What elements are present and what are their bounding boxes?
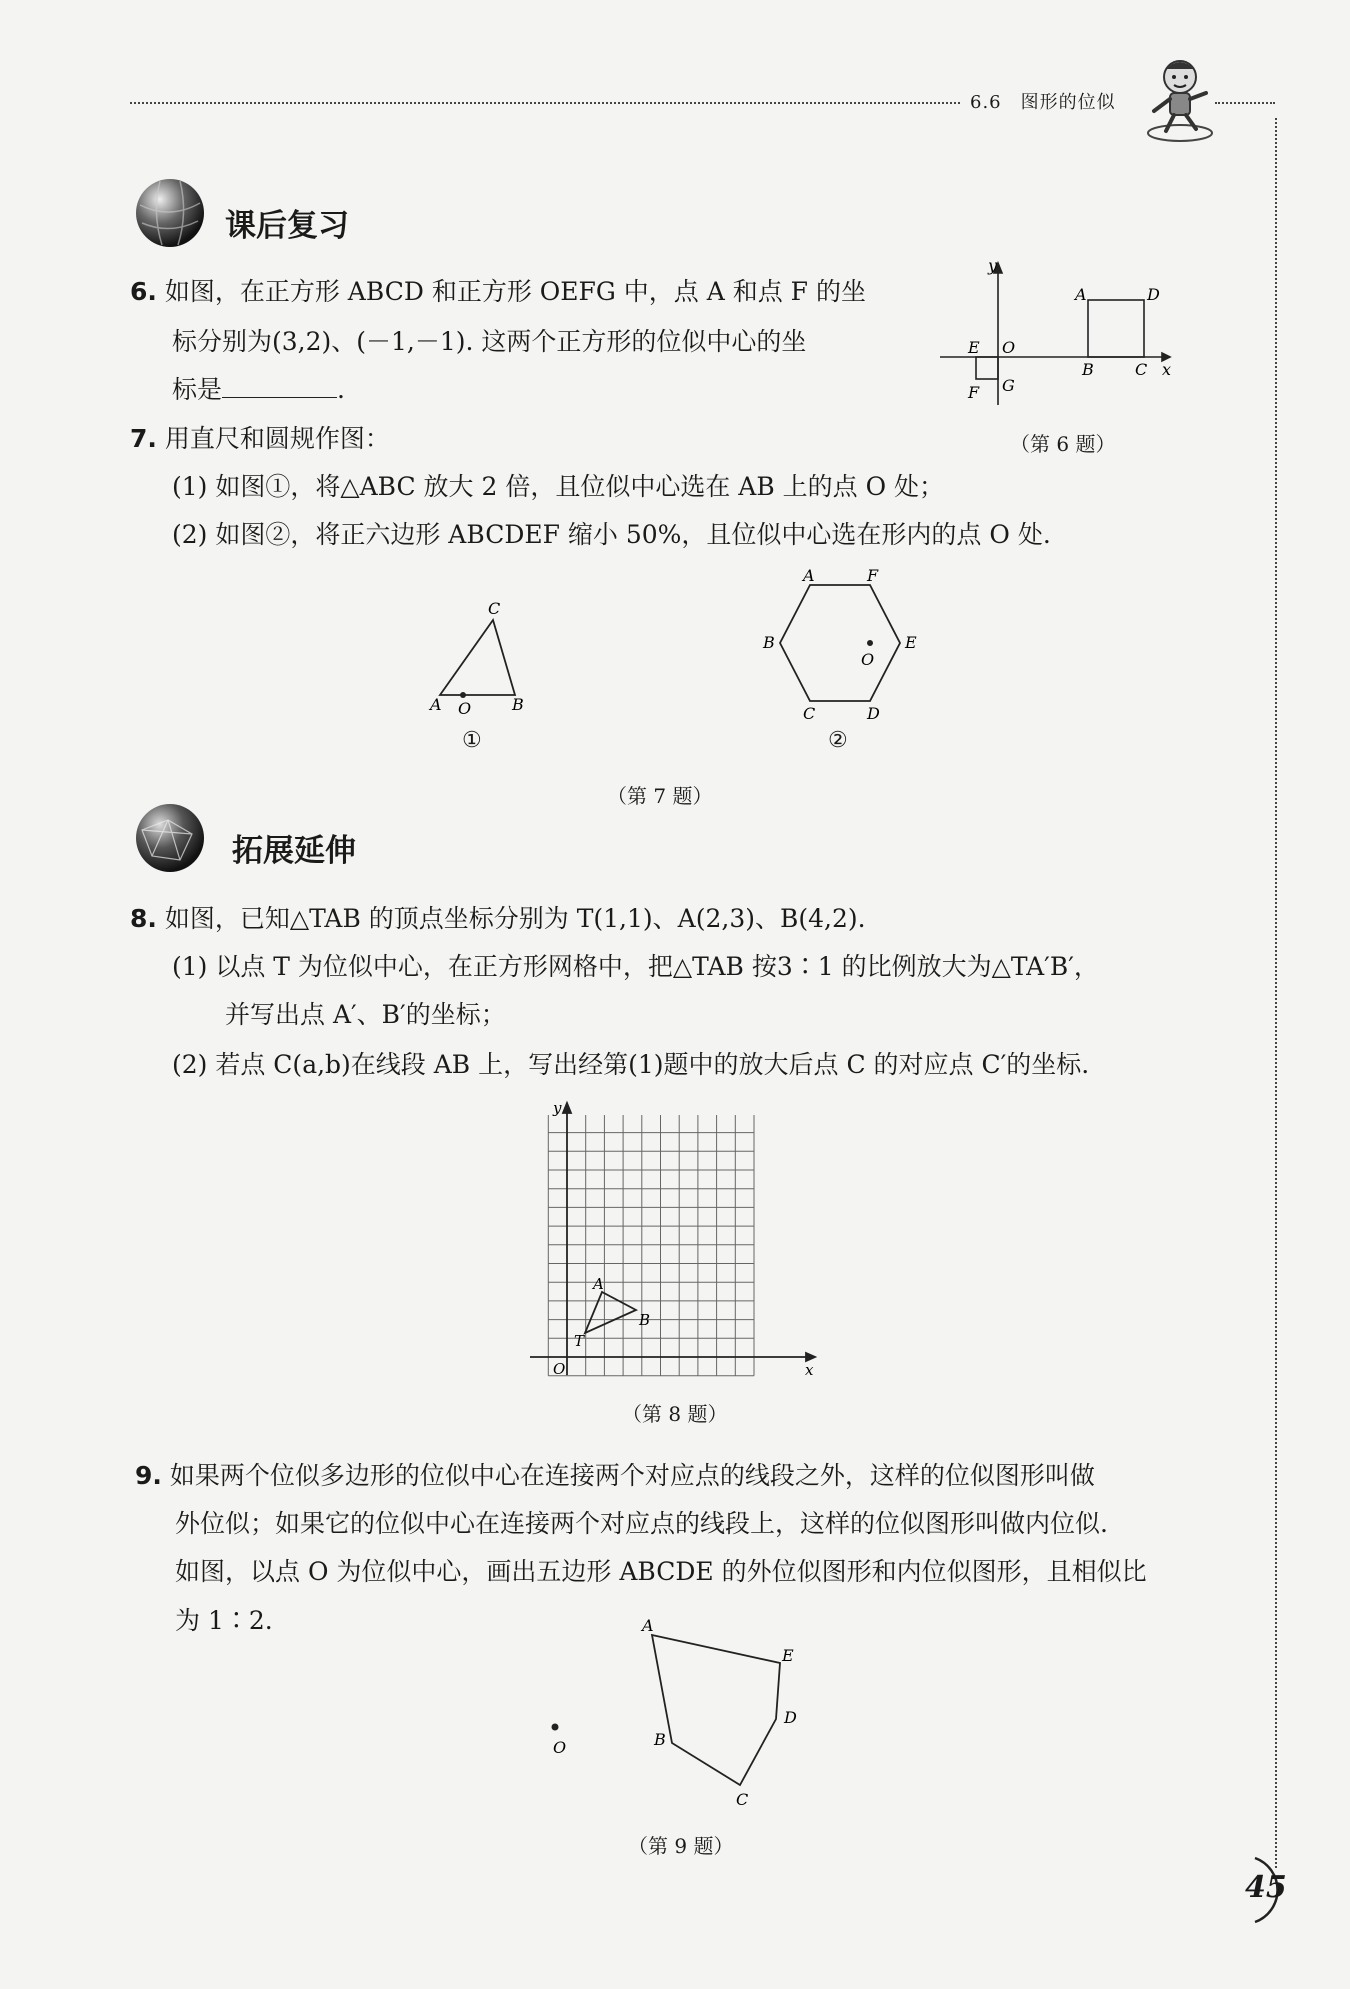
svg-text:T: T xyxy=(574,1332,585,1350)
q7-line3: (2) 如图②，将正六边形 ABCDEF 缩小 50%，且位似中心选在形内的点 O 处. xyxy=(172,520,1051,549)
svg-text:A: A xyxy=(803,566,815,585)
q7-line1: 7. 用直尺和圆规作图： xyxy=(130,424,390,453)
q8-line4: (2) 若点 C(a,b)在线段 AB 上，写出经第(1)题中的放大后点 C 的对应点 C′的坐标. xyxy=(172,1050,1090,1079)
q8-caption: （第 8 题） xyxy=(622,1402,728,1426)
svg-text:F: F xyxy=(968,383,980,402)
q6-line3: 标是 . xyxy=(172,375,345,404)
svg-text:A: A xyxy=(430,695,442,714)
svg-text:B: B xyxy=(1082,360,1094,379)
svg-text:B: B xyxy=(654,1730,666,1749)
svg-text:y: y xyxy=(988,256,998,275)
q9-line2: 外位似；如果它的位似中心在连接两个对应点的线段上，这样的位似图形叫做内位似. xyxy=(175,1509,1108,1538)
header-rule xyxy=(130,102,960,104)
q9-caption: （第 9 题） xyxy=(628,1834,734,1858)
svg-text:O: O xyxy=(861,650,875,669)
svg-text:B: B xyxy=(512,695,524,714)
svg-text:O: O xyxy=(553,1738,567,1757)
q9-line4: 为 1∶2. xyxy=(175,1606,273,1635)
svg-text:G: G xyxy=(1002,376,1015,395)
svg-text:y: y xyxy=(553,1099,562,1117)
q8-grid-figure xyxy=(525,1095,825,1385)
q6-line2: 标分别为(3,2)、(－1,－1). 这两个正方形的位似中心的坐 xyxy=(172,327,807,356)
q6-caption: （第 6 题） xyxy=(1010,432,1116,456)
network-sphere-icon xyxy=(130,800,210,880)
q9-line3: 如图，以点 O 为位似中心，画出五边形 ABCDE 的外位似图形和内位似图形，且相似比 xyxy=(175,1557,1147,1586)
q7-triangle-figure xyxy=(420,590,550,720)
svg-text:D: D xyxy=(1147,285,1160,304)
svg-text:E: E xyxy=(782,1646,794,1665)
section-title-extension: 拓展延伸 xyxy=(232,833,356,869)
svg-text:F: F xyxy=(867,566,879,585)
header-rule-right xyxy=(1215,102,1275,104)
sphere-icon xyxy=(130,175,210,255)
svg-text:A: A xyxy=(642,1616,654,1635)
svg-text:O: O xyxy=(1002,338,1016,357)
q9-line1: 9. 如果两个位似多边形的位似中心在连接两个对应点的线段之外，这样的位似图形叫做 xyxy=(135,1461,1095,1490)
answer-blank[interactable] xyxy=(222,377,337,398)
svg-text:B: B xyxy=(639,1311,651,1329)
section-title-review: 课后复习 xyxy=(225,208,349,244)
svg-text:x: x xyxy=(1162,360,1172,379)
q7-line2: (1) 如图①，将△ABC 放大 2 倍，且位似中心选在 AB 上的点 O 处； xyxy=(172,472,945,501)
header-section: 6.6 图形的位似 xyxy=(970,92,1116,113)
q8-line2: (1) 以点 T 为位似中心，在正方形网格中，把△TAB 按3∶1 的比例放大为△TA′B′， xyxy=(172,952,1099,981)
mascot-icon xyxy=(1140,55,1220,145)
q7-hexagon-figure xyxy=(755,565,925,730)
svg-text:O: O xyxy=(458,699,472,718)
svg-text:D: D xyxy=(867,704,880,723)
page-number: 45 xyxy=(1245,1870,1287,1905)
q8-line1: 8. 如图，已知△TAB 的顶点坐标分别为 T(1,1)、A(2,3)、B(4,2). xyxy=(130,904,866,933)
svg-text:E: E xyxy=(968,338,980,357)
q7-fig2-label: ② xyxy=(828,728,848,753)
svg-text:O: O xyxy=(553,1360,566,1378)
svg-text:B: B xyxy=(763,633,775,652)
svg-text:E: E xyxy=(905,633,917,652)
q6-figure xyxy=(930,255,1180,415)
svg-text:C: C xyxy=(803,704,816,723)
svg-text:C: C xyxy=(1135,360,1148,379)
q9-pentagon-figure xyxy=(540,1615,820,1815)
svg-text:C: C xyxy=(736,1790,749,1809)
margin-rule xyxy=(1275,118,1277,1868)
svg-text:A: A xyxy=(593,1275,604,1293)
svg-text:C: C xyxy=(488,599,501,618)
q8-line3: 并写出点 A′、B′的坐标； xyxy=(225,1000,506,1029)
svg-text:x: x xyxy=(805,1361,814,1379)
q6-line1: 6. 如图，在正方形 ABCD 和正方形 OEFG 中，点 A 和点 F 的坐 xyxy=(130,277,866,306)
q7-fig1-label: ① xyxy=(462,728,482,753)
svg-text:A: A xyxy=(1075,285,1087,304)
svg-text:D: D xyxy=(784,1708,797,1727)
q7-caption: （第 7 题） xyxy=(607,784,713,808)
